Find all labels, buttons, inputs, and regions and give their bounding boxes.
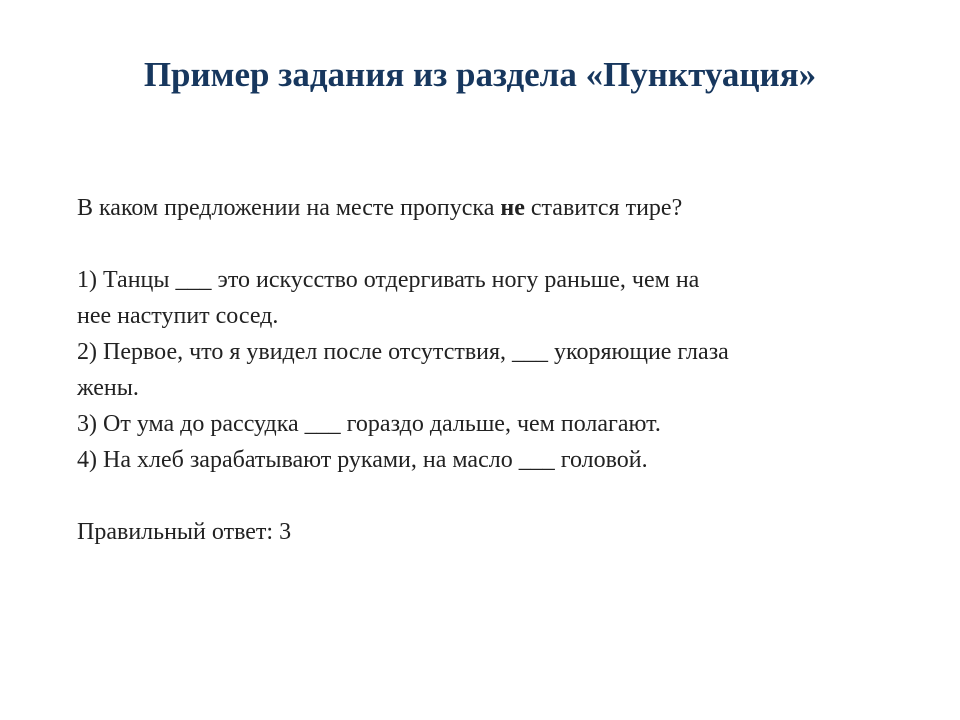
option-2-line-2: жены. [77,375,139,401]
option-2-line-1: 2) Первое, что я увидел после отсутствия, ___ укоряющие глаза [77,339,729,365]
option-3: 3) От ума до рассудка ___ гораздо дальше, чем полагают. [77,411,661,437]
option-4: 4) На хлеб зарабатывают руками, на масло ___ головой. [77,447,648,473]
slide-title: Пример задания из раздела «Пунктуация» [143,55,817,94]
spacer [77,478,877,514]
option-1-line-2: нее наступит сосед. [77,303,279,329]
question-text [77,190,877,226]
question-after: ставится тире? [524,195,683,221]
task-body [77,190,877,550]
correct-answer: Правильный ответ: 3 [77,519,292,545]
option-1-line-1: 1) Танцы ___ это искусство отдергивать ногу раньше, чем на [77,267,700,293]
question-emphasis: не [500,195,525,221]
question-before: В каком предложении на месте пропуска [77,195,501,221]
spacer [77,226,877,262]
